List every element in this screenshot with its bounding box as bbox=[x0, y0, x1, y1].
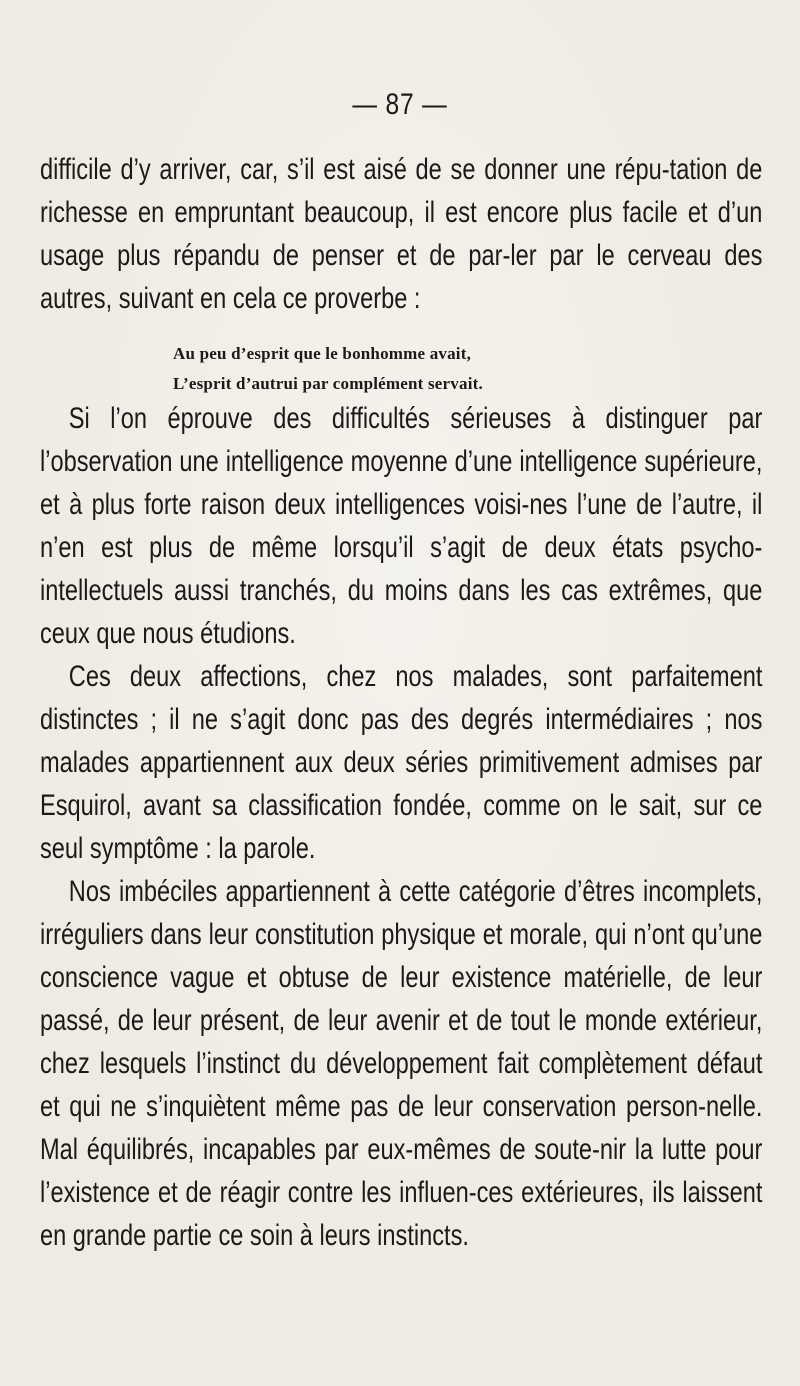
paragraph-2: Si l’on éprouve des difficultés sérieuses à distinguer par l’observation une intelligence moyenne d’une intelligence supérieure, et à plus forte raison deux intelligences voisi-nes l’une de l’autre, il n’en est plus de même lorsqu’il s’agit de deux états psycho-intellectuels aussi tranchés, du moins dans les cas extrêmes, que ceux que nous étudions. bbox=[40, 402, 763, 650]
paragraph-1: difficile d’y arriver, car, s’il est aisé de se donner une répu-tation de richesse en empruntant beaucoup, il est encore plus facile et d’un usage plus répandu de penser et de par-ler par le cerveau des autres, suivant en cela ce proverbe : bbox=[40, 153, 763, 315]
quote-line-2: L’esprit d’autrui par complément servait. bbox=[173, 374, 483, 393]
paragraph-3: Ces deux affections, chez nos malades, sont parfaitement distinctes ; il ne s’agit donc pas des degrés intermédiaires ; nos malades appartiennent aux deux séries primitivement admises par Esquirol, avant sa classification fondée, comme on le sait, sur ce seul symptôme : la parole. bbox=[40, 660, 763, 865]
page-number: — 87 — bbox=[352, 88, 448, 121]
quote-line-1: Au peu d’esprit que le bonhomme avait, bbox=[173, 344, 472, 363]
paragraph-4: Nos imbéciles appartiennent à cette catégorie d’êtres incomplets, irréguliers dans leur constitution physique et morale, qui n’ont qu’une conscience vague et obtuse de leur existence matérielle, de leur passé, de leur présent, de leur avenir et de tout le monde extérieur, chez lesquels l’instinct du développement fait complètement défaut et qui ne s’inquiètent même pas de leur conservation person-nelle. Mal équilibrés, incapables par eux-mêmes de soute-nir la lutte pour l’existence et de réagir contre les influen-ces extérieures, ils laissent en grande partie ce soin à leurs instincts. bbox=[40, 875, 763, 1252]
proverb-quote bbox=[173, 339, 483, 399]
